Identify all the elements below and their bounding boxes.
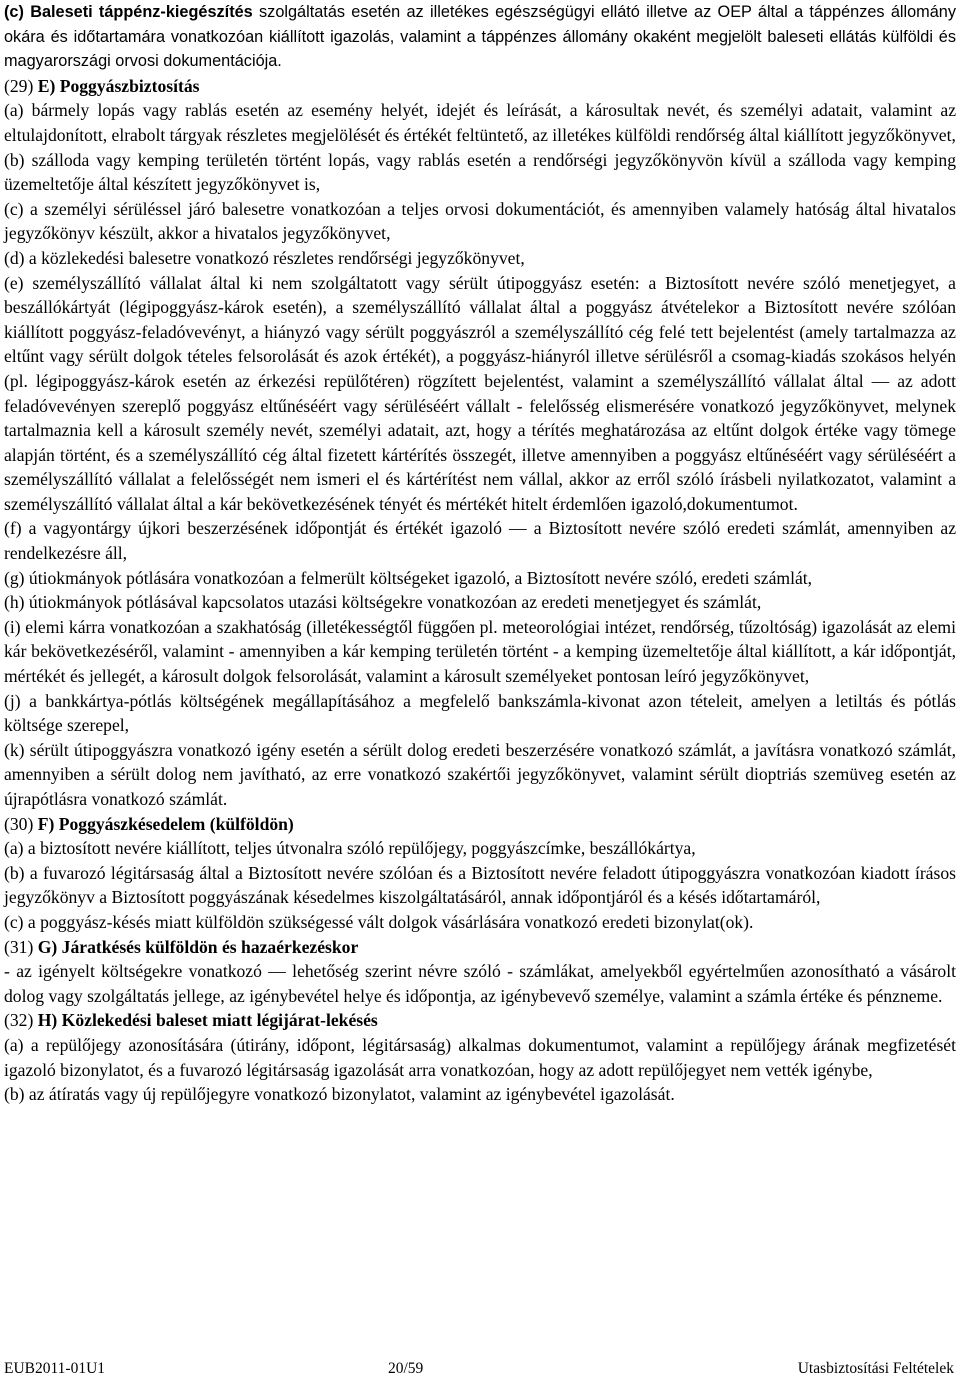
list-item-31: - az igényelt költségekre vonatkozó — lehetőség szerint névre szóló - számlákat, amelyekből egyértelműen azonosítható a vásárolt dolog vagy szolgáltatás jellege, az igénybevétel helye és időpontja, az igénybevevő személye, valamint a számla értéke és pénzneme. <box>4 961 956 1006</box>
section-title: F) Poggyászkésedelem (külföldön) <box>37 813 294 834</box>
section-title: G) Járatkésés külföldön és hazaérkezéskor <box>37 936 359 957</box>
section-title: H) Közlekedési baleset miatt légijárat-lekésés <box>37 1010 378 1031</box>
list-item-32b: (b) az átíratás vagy új repülőjegyre vonatkozó bizonylatot, valamint az igénybevétel igazolását. <box>4 1084 675 1105</box>
list-item-29a: (a) bármely lopás vagy rablás esetén az esemény helyét, idejét és leírását, a károsultak nevét, és személyi adatait, valamint az eltulajdonított, elrabolt tárgyak részletes megjelölését és értékét feltüntető, az illetékes külföldi rendőrség által kiállított jegyzőkönyvet, <box>4 100 956 145</box>
section-heading-29 <box>4 74 956 99</box>
list-item-29d: (d) a közlekedési balesetre vonatkozó részletes rendőrségi jegyzőkönyvet, <box>4 247 525 268</box>
list-item-30a: (a) a biztosított nevére kiállított, teljes útvonalra szóló repülőjegy, poggyászcímke, beszállókártya, <box>4 838 696 859</box>
list-item-30c: (c) a poggyász-késés miatt külföldön szükségessé vált dolgok vásárlására vonatkozó eredeti bizonylat(ok). <box>4 911 754 932</box>
section-number: (30) <box>4 813 38 834</box>
section-heading-30 <box>4 812 956 837</box>
section-number: (32) <box>4 1010 38 1031</box>
list-item-29b: (b) szálloda vagy kemping területén történt lopás, vagy rablás esetén a rendőrségi jegyzőkönyvön kívül a szálloda vagy kemping üzemeltetője által készített jegyzőkönyvet is, <box>4 149 956 195</box>
footer-doc-code: EUB2011-01U1 <box>4 1360 106 1377</box>
list-item-29j: (j) a bankkártya-pótlás költségének megállapításához a megfelelő bankszámla-kivonat azon tételeit, amelyen a letiltás és pótlás költsége szerepel, <box>4 690 956 736</box>
list-item-29f: (f) a vagyontárgy újkori beszerzésének időpontját és értékét igazoló — a Biztosított nevére szóló eredeti számlát, amennyiben az rendelkezésre áll, <box>4 518 956 564</box>
page-footer <box>4 1358 956 1380</box>
paragraph-c-baleseti-tappenz <box>4 0 956 74</box>
list-item-29h: (h) útiokmányok pótlásával kapcsolatos utazási költségekre vonatkozóan az eredeti menetjegyet és számlát, <box>4 592 762 613</box>
section-heading-32 <box>4 1008 956 1033</box>
section-number: (29) <box>4 75 38 96</box>
list-item-29k: (k) sérült útipoggyászra vonatkozó igény esetén a sérült dolog eredeti beszerzésére vonatkozó számlát, a javításra vonatkozó számlát, amennyiben a sérült dolog nem javítható, az erre vonatkozó szakértői jegyzőkönyvet, valamint sérült dioptriás szemüveg esetén az újrapótlásra vonatkozó számlát. <box>4 739 956 809</box>
paragraph-text: szolgáltatás esetén az illetékes egészségügyi ellátó illetve az OEP által a táppénzes állomány okára és időtartamára vonatkozóan kiállított igazolás, valamint a táppénzes állomány okaként megjelölt baleseti ellátás külföldi és magyarországi orvosi dokumentációja. <box>4 3 956 71</box>
list-item-29c: (c) a személyi sérüléssel járó balesetre vonatkozóan a teljes orvosi dokumentációt, és amennyiben valamely hatóság által hivatalos jegyzőkönyv készült, akkor a hivatalos jegyzőkönyvet, <box>4 198 956 244</box>
section-number: (31) <box>4 936 38 957</box>
footer-page-number: 20/59 <box>388 1360 424 1377</box>
list-item-30b: (b) a fuvarozó légitársaság által a Biztosított nevére szólóan és a Biztosított nevére feladott útipoggyászra vonatkozóan kiadott írásos jegyzőkönyv a Biztosított poggyászának késedelmes kiszolgáltatásáról, annak időpontjáról és a késés időtartamáról, <box>4 862 956 908</box>
section-title: E) Poggyászbiztosítás <box>37 75 200 96</box>
paragraph-lead-bold: (c) Baleseti táppénz-kiegészítés <box>4 3 253 21</box>
document-body <box>4 0 956 1107</box>
list-item-32a: (a) a repülőjegy azonosítására (útirány, időpont, légitársaság) alkalmas dokumentumot, valamint a repülőjegy árának megfizetését igazoló bizonylatot, és a fuvarozó légitársaság igazolását arra vonatkozóan, hogy az adott repülőjegyet nem vették igénybe, <box>4 1034 956 1080</box>
section-heading-31 <box>4 935 956 960</box>
list-item-29i: (i) elemi kárra vonatkozóan a szakhatóság (illetékességtől függően pl. meteorológiai intézet, rendőrség, tűzoltóság) igazolását az elemi kár bekövetkezéséről, valamint - amennyiben a kár kemping területén történt - a kemping üzemeltetője által kiállított, a kár időpontját, mértékét és jellegét, a károsult dolgok felsorolását, valamint a károsult személyeket pontosan leíró jegyzőkönyvet, <box>4 616 956 687</box>
footer-doc-title: Utasbiztosítási Feltételek <box>797 1360 954 1377</box>
list-item-29g: (g) útiokmányok pótlására vonatkozóan a felmerült költségeket igazoló, a Biztosított nevére szóló, eredeti számlát, <box>4 567 813 588</box>
list-item-29e: (e) személyszállító vállalat által ki nem szolgáltatott vagy sérült útipoggyász esetén: a Biztosított nevére szóló menetjegyet, a beszállókártyát (légipoggyász-károk esetén), a személyszállító vállalat által a poggyász átvételekor a Biztosított nevére szólóan kiállított poggyász-feladóvevényt, a hiányzó vagy sérült poggyászról a személyszállító cég felé tett bejelentést (amely tartalmazza az eltűnt vagy sérült dolgok tételes felsorolását és azok értékét), a poggyász-hiányról illetve sérülésről a csomag-kiadás szokásos helyén (pl. légipoggyász-károk esetén az érkezési repülőtéren) rögzített bejelentést, valamint a személyszállító vállalat által — az adott feladóvevényen szereplő poggyász eltűnéséért vagy sérüléséért vállalt - felelősség elismerésére vonatkozó jegyzőkönyvet, melynek tartalmaznia kell a károsult személy nevét, személyi adatait, azt, hogy a térítés meghatározása az eltűnt dolgok értéke vagy tömege alapján történt, és a személyszállító cég által fizetett kártérítés összegét, illetve amennyiben a poggyász eltűnéséért vagy sérüléséért a személyszállító vállalat a felelősségét nem ismeri el és kártérítést nem vállal, akkor az erről szóló írásbeli nyilatkozatot, valamint a személyszállító vállalat által a kár bekövetkezésének tényét és mértékét hitelt érdemlően igazoló,dokumentumot. <box>4 272 956 514</box>
